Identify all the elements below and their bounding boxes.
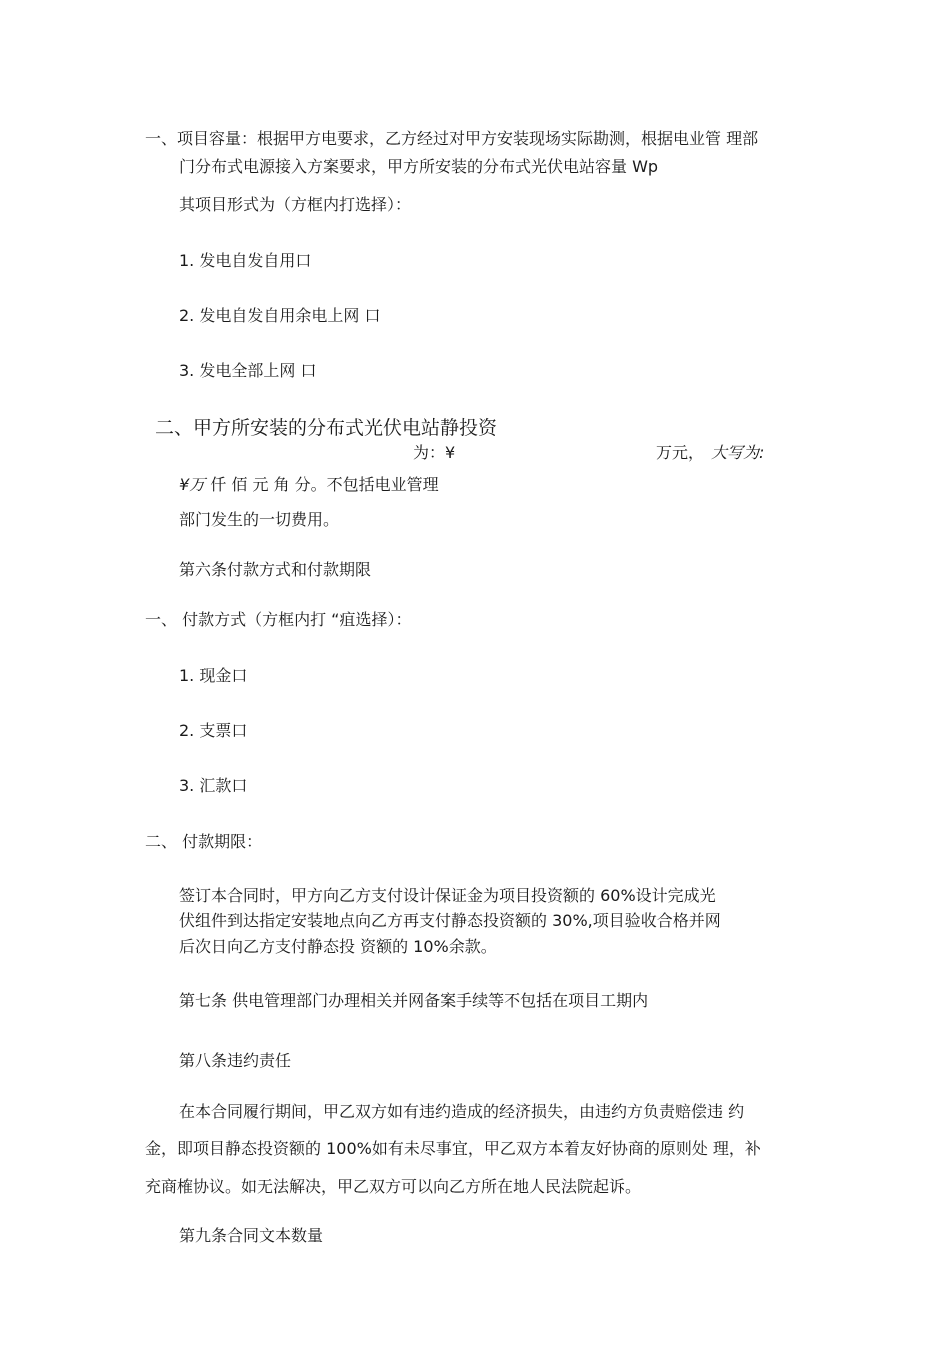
method-cash: 1. 现金口: [179, 666, 248, 685]
method-check: 2. 支票口: [179, 721, 248, 740]
section2-line3: 部门发生的一切费用。: [179, 510, 340, 529]
article8-line-1: 在本合同履行期间，甲乙双方如有违约造成的经济损失，由违约方负责赔偿违 约: [179, 1102, 745, 1121]
term-line-3: 后次日向乙方支付静态投 资额的 10%余款。: [179, 937, 497, 956]
option-self-use: 1. 发电自发自用口: [179, 251, 312, 270]
units-prefix: ¥万: [179, 475, 206, 494]
method-transfer: 3. 汇款口: [179, 776, 248, 795]
article9-title: 第九条合同文本数量: [179, 1226, 324, 1245]
section2-heading: 二、甲方所安装的分布式光伏电站静投资: [155, 417, 498, 439]
option-surplus-grid: 2. 发电自发自用余电上网 口: [179, 306, 381, 325]
article8-line-2: 金，即项目静态投资额的 100%如有未尽事宜，甲乙双方本着友好协商的原则处 理，补: [145, 1139, 761, 1158]
section1-line2: 门分布式电源接入方案要求，甲方所安装的分布式光伏电站容量 Wp: [179, 157, 659, 176]
form-intro: 其项目形式为（方框内打选择）：: [179, 195, 412, 214]
term-line-1: 签订本合同时，甲方向乙方支付设计保证金为项目投资额的 60%设计完成光: [179, 886, 716, 905]
amount-unit: 万元，: [656, 443, 705, 462]
article8-title: 第八条违约责任: [179, 1051, 292, 1070]
term-line-2: 伏组件到达指定安装地点向乙方再支付静态投资额的 30%,项目验收合格并网: [179, 911, 721, 930]
article8-line-3: 充商榷协议。如无法解决，甲乙双方可以向乙方所在地人民法院起诉。: [145, 1177, 642, 1196]
section1-line1: 一、项目容量：根据甲方电要求，乙方经过对甲方安装现场实际勘测，根据电业管 理部: [145, 129, 759, 148]
amount-prefix: 为：¥: [413, 443, 456, 462]
units-line: 仟 佰 元 角 分。不包括电业管理: [205, 475, 439, 494]
article7-title: 第七条 供电管理部门办理相关并网备案手续等不包括在项目工期内: [179, 991, 649, 1010]
uppercase-label: 大写为:: [711, 443, 765, 462]
option-full-grid: 3. 发电全部上网 口: [179, 361, 317, 380]
payment-method-heading: 一、 付款方式（方框内打 “疽选择）：: [145, 610, 412, 629]
article6-title: 第六条付款方式和付款期限: [179, 560, 372, 579]
payment-term-heading: 二、 付款期限：: [145, 832, 263, 851]
